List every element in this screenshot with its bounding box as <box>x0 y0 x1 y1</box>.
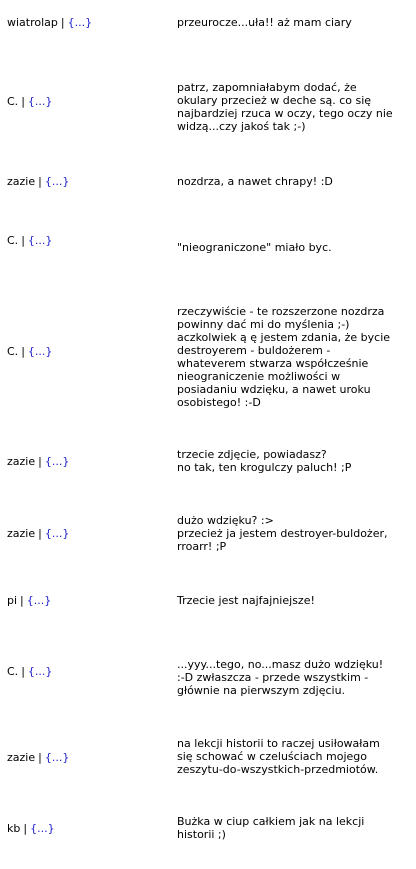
author-name: zazie <box>7 175 36 188</box>
comment-line: osobistego! :-D <box>177 396 261 409</box>
separator: | <box>23 822 28 835</box>
comment-line: :-D zwłaszcza - przede wszystkim - <box>177 671 369 684</box>
comment-permalink[interactable]: {...} <box>27 665 53 678</box>
author-name: wiatrolap <box>7 16 58 29</box>
comment-permalink[interactable]: {...} <box>27 234 53 247</box>
comment-text <box>177 16 413 29</box>
comment-line: historii ;) <box>177 828 226 841</box>
author-name: zazie <box>7 751 36 764</box>
comment-text <box>177 241 413 254</box>
comment-line: się schować w czeluściach mojego <box>177 750 367 763</box>
comment-line: patrz, zapomniałabym dodać, że <box>177 81 357 94</box>
comment-line: destroyerem - buldożerem - <box>177 344 331 357</box>
comment-line: Bużka w ciup całkiem jak na lekcji <box>177 815 365 828</box>
comment-author <box>7 345 52 358</box>
comment-text <box>177 815 413 841</box>
comment-permalink[interactable]: {...} <box>67 16 93 29</box>
author-name: pi <box>7 594 18 607</box>
comment-line: trzecie zdjęcie, powiadasz? <box>177 448 327 461</box>
comment-line: przecież ja jestem destroyer-buldożer, <box>177 527 388 540</box>
comment-line: najbardziej rzuca w oczy, tego oczy nie <box>177 107 393 120</box>
comment-author <box>7 16 92 29</box>
comment-permalink[interactable]: {...} <box>27 95 53 108</box>
comment-line: głównie na pierwszym zdjęciu. <box>177 684 346 697</box>
comment-author <box>7 527 69 540</box>
comment-line: nozdrza, a nawet chrapy! :D <box>177 175 333 188</box>
comment-permalink[interactable]: {...} <box>26 594 52 607</box>
comment-text <box>177 594 413 607</box>
comment-author <box>7 665 52 678</box>
comment-line: posiadaniu wdzięku, a nawet uroku <box>177 383 371 396</box>
separator: | <box>21 234 25 247</box>
comment-text <box>177 448 413 474</box>
comment-line: powinny dać mi do myślenia ;-) <box>177 318 350 331</box>
separator: | <box>21 665 25 678</box>
comment-author <box>7 822 55 835</box>
comment-permalink[interactable]: {...} <box>44 751 70 764</box>
comment-line: widzą...czy jakoś tak ;-) <box>177 120 306 133</box>
comment-line: Trzecie jest najfajniejsze! <box>177 594 315 607</box>
comment-text <box>177 514 413 553</box>
separator: | <box>21 95 25 108</box>
separator: | <box>60 16 65 29</box>
comment-line: whateverem stwarza współcześnie <box>177 357 369 370</box>
comment-line: przeurocze...uła!! aż mam ciary <box>177 16 352 29</box>
comment-line: ...yyy...tego, no...masz dużo wdzięku! <box>177 658 384 671</box>
author-name: C. <box>7 345 19 358</box>
separator: | <box>38 527 42 540</box>
comment-line: rroarr! ;P <box>177 540 227 553</box>
comment-text <box>177 175 413 188</box>
separator: | <box>38 455 42 468</box>
comment-text <box>177 658 413 697</box>
author-name: C. <box>7 95 19 108</box>
comment-text <box>177 737 413 776</box>
comment-author <box>7 234 52 247</box>
comment-line: rzeczywiście - te rozszerzone nozdrza <box>177 305 385 318</box>
separator: | <box>38 751 42 764</box>
comment-permalink[interactable]: {...} <box>44 175 70 188</box>
comment-author <box>7 594 51 607</box>
separator: | <box>20 594 24 607</box>
comment-line: zeszytu-do-wszystkich-przedmiotów. <box>177 763 379 776</box>
author-name: C. <box>7 665 19 678</box>
comment-author <box>7 175 69 188</box>
comment-line: aczkolwiek ą ę jestem zdania, że bycie <box>177 331 391 344</box>
comment-text <box>177 305 413 409</box>
comment-author <box>7 455 69 468</box>
comment-author <box>7 95 52 108</box>
author-name: zazie <box>7 455 36 468</box>
comment-line: no tak, ten krogulczy paluch! ;P <box>177 461 352 474</box>
comment-permalink[interactable]: {...} <box>44 455 70 468</box>
comment-permalink[interactable]: {...} <box>27 345 53 358</box>
comment-line: na lekcji historii to raczej usiłowałam <box>177 737 380 750</box>
comment-author <box>7 751 69 764</box>
comment-line: nieograniczenie możliwości w <box>177 370 341 383</box>
comment-permalink[interactable]: {...} <box>30 822 55 835</box>
separator: | <box>21 345 25 358</box>
comment-text <box>177 81 413 133</box>
separator: | <box>38 175 42 188</box>
author-name: kb <box>7 822 21 835</box>
author-name: C. <box>7 234 19 247</box>
comment-line: dużo wdzięku? :> <box>177 514 274 527</box>
comment-line: okulary przecież w deche są. co się <box>177 94 372 107</box>
comment-permalink[interactable]: {...} <box>44 527 70 540</box>
author-name: zazie <box>7 527 36 540</box>
comment-line: "nieograniczone" miało byc. <box>177 241 332 254</box>
